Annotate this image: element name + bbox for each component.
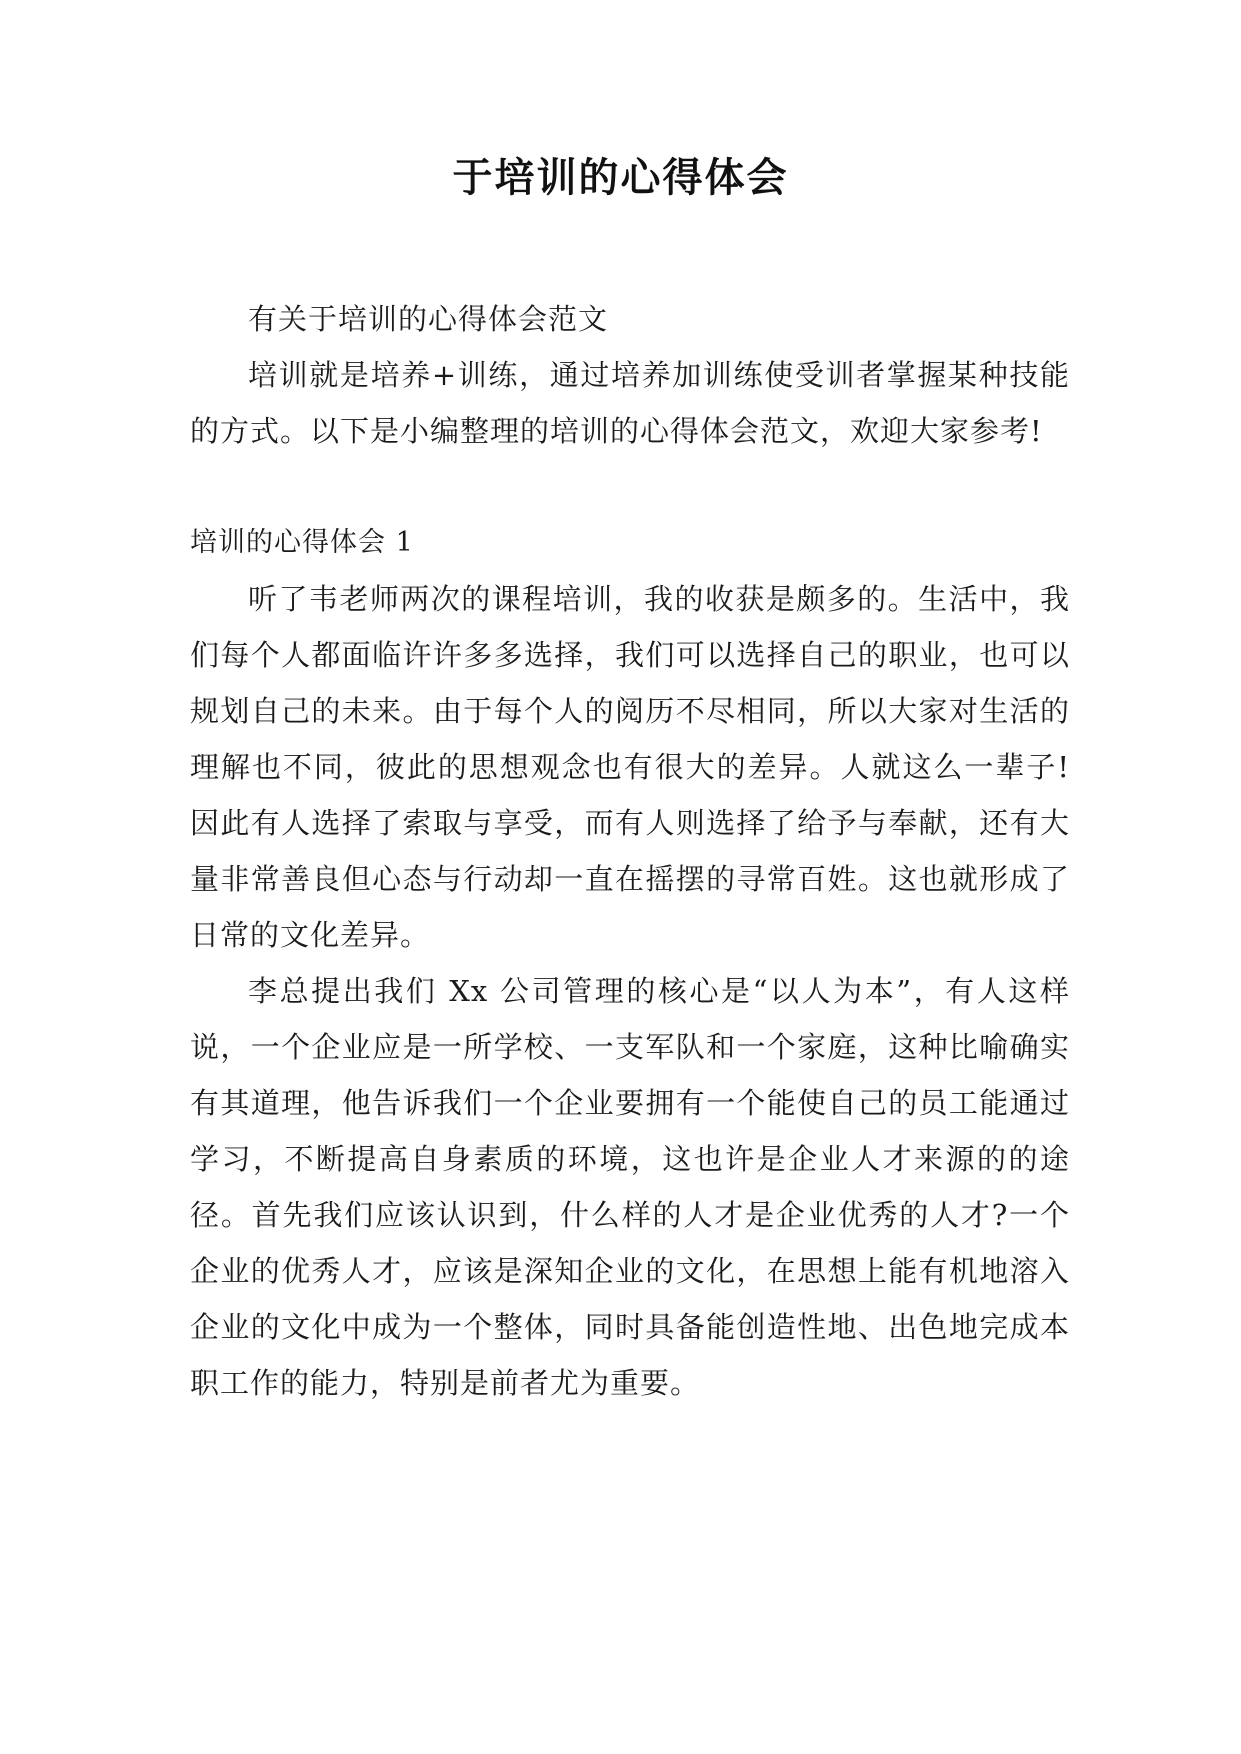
document-title: 于培训的心得体会 xyxy=(452,155,789,201)
intro-paragraph: 培训就是培养+训练，通过培养加训练使受训者掌握某种技能的方式。以下是小编整理的培训的心得体会范文，欢迎大家参考! xyxy=(190,358,1070,448)
body-paragraph-2: 李总提出我们 Xx 公司管理的核心是“以人为本”，有人这样说，一个企业应是一所学校、一支军队和一个家庭，这种比喻确实有其道理，他告诉我们一个企业要拥有一个能使自己的员工能通过学习，不断提高自身素质的环境，这也许是企业人才来源的的途径。首先我们应该认识到，什么样的人才是企业优秀的人才?一个企业的优秀人才，应该是深知企业的文化，在思想上能有机地溶入企业的文化中成为一个整体，同时具备能创造性地、出色地完成本职工作的能力，特别是前者尤为重要。 xyxy=(190,974,1070,1400)
body-paragraph-1: 听了韦老师两次的课程培训，我的收获是颇多的。生活中，我们每个人都面临许许多多选择，我们可以选择自己的职业，也可以规划自己的未来。由于每个人的阅历不尽相同，所以大家对生活的理解也不同，彼此的思想观念也有很大的差异。人就这么一辈子!因此有人选择了索取与享受，而有人则选择了给予与奉献，还有大量非常善良但心态与行动却一直在摇摆的寻常百姓。这也就形成了日常的文化差异。 xyxy=(190,582,1070,952)
intro-heading: 有关于培训的心得体会范文 xyxy=(248,302,609,336)
section-heading: 培训的心得体会 1 xyxy=(190,527,414,558)
document-body xyxy=(190,291,1070,1411)
